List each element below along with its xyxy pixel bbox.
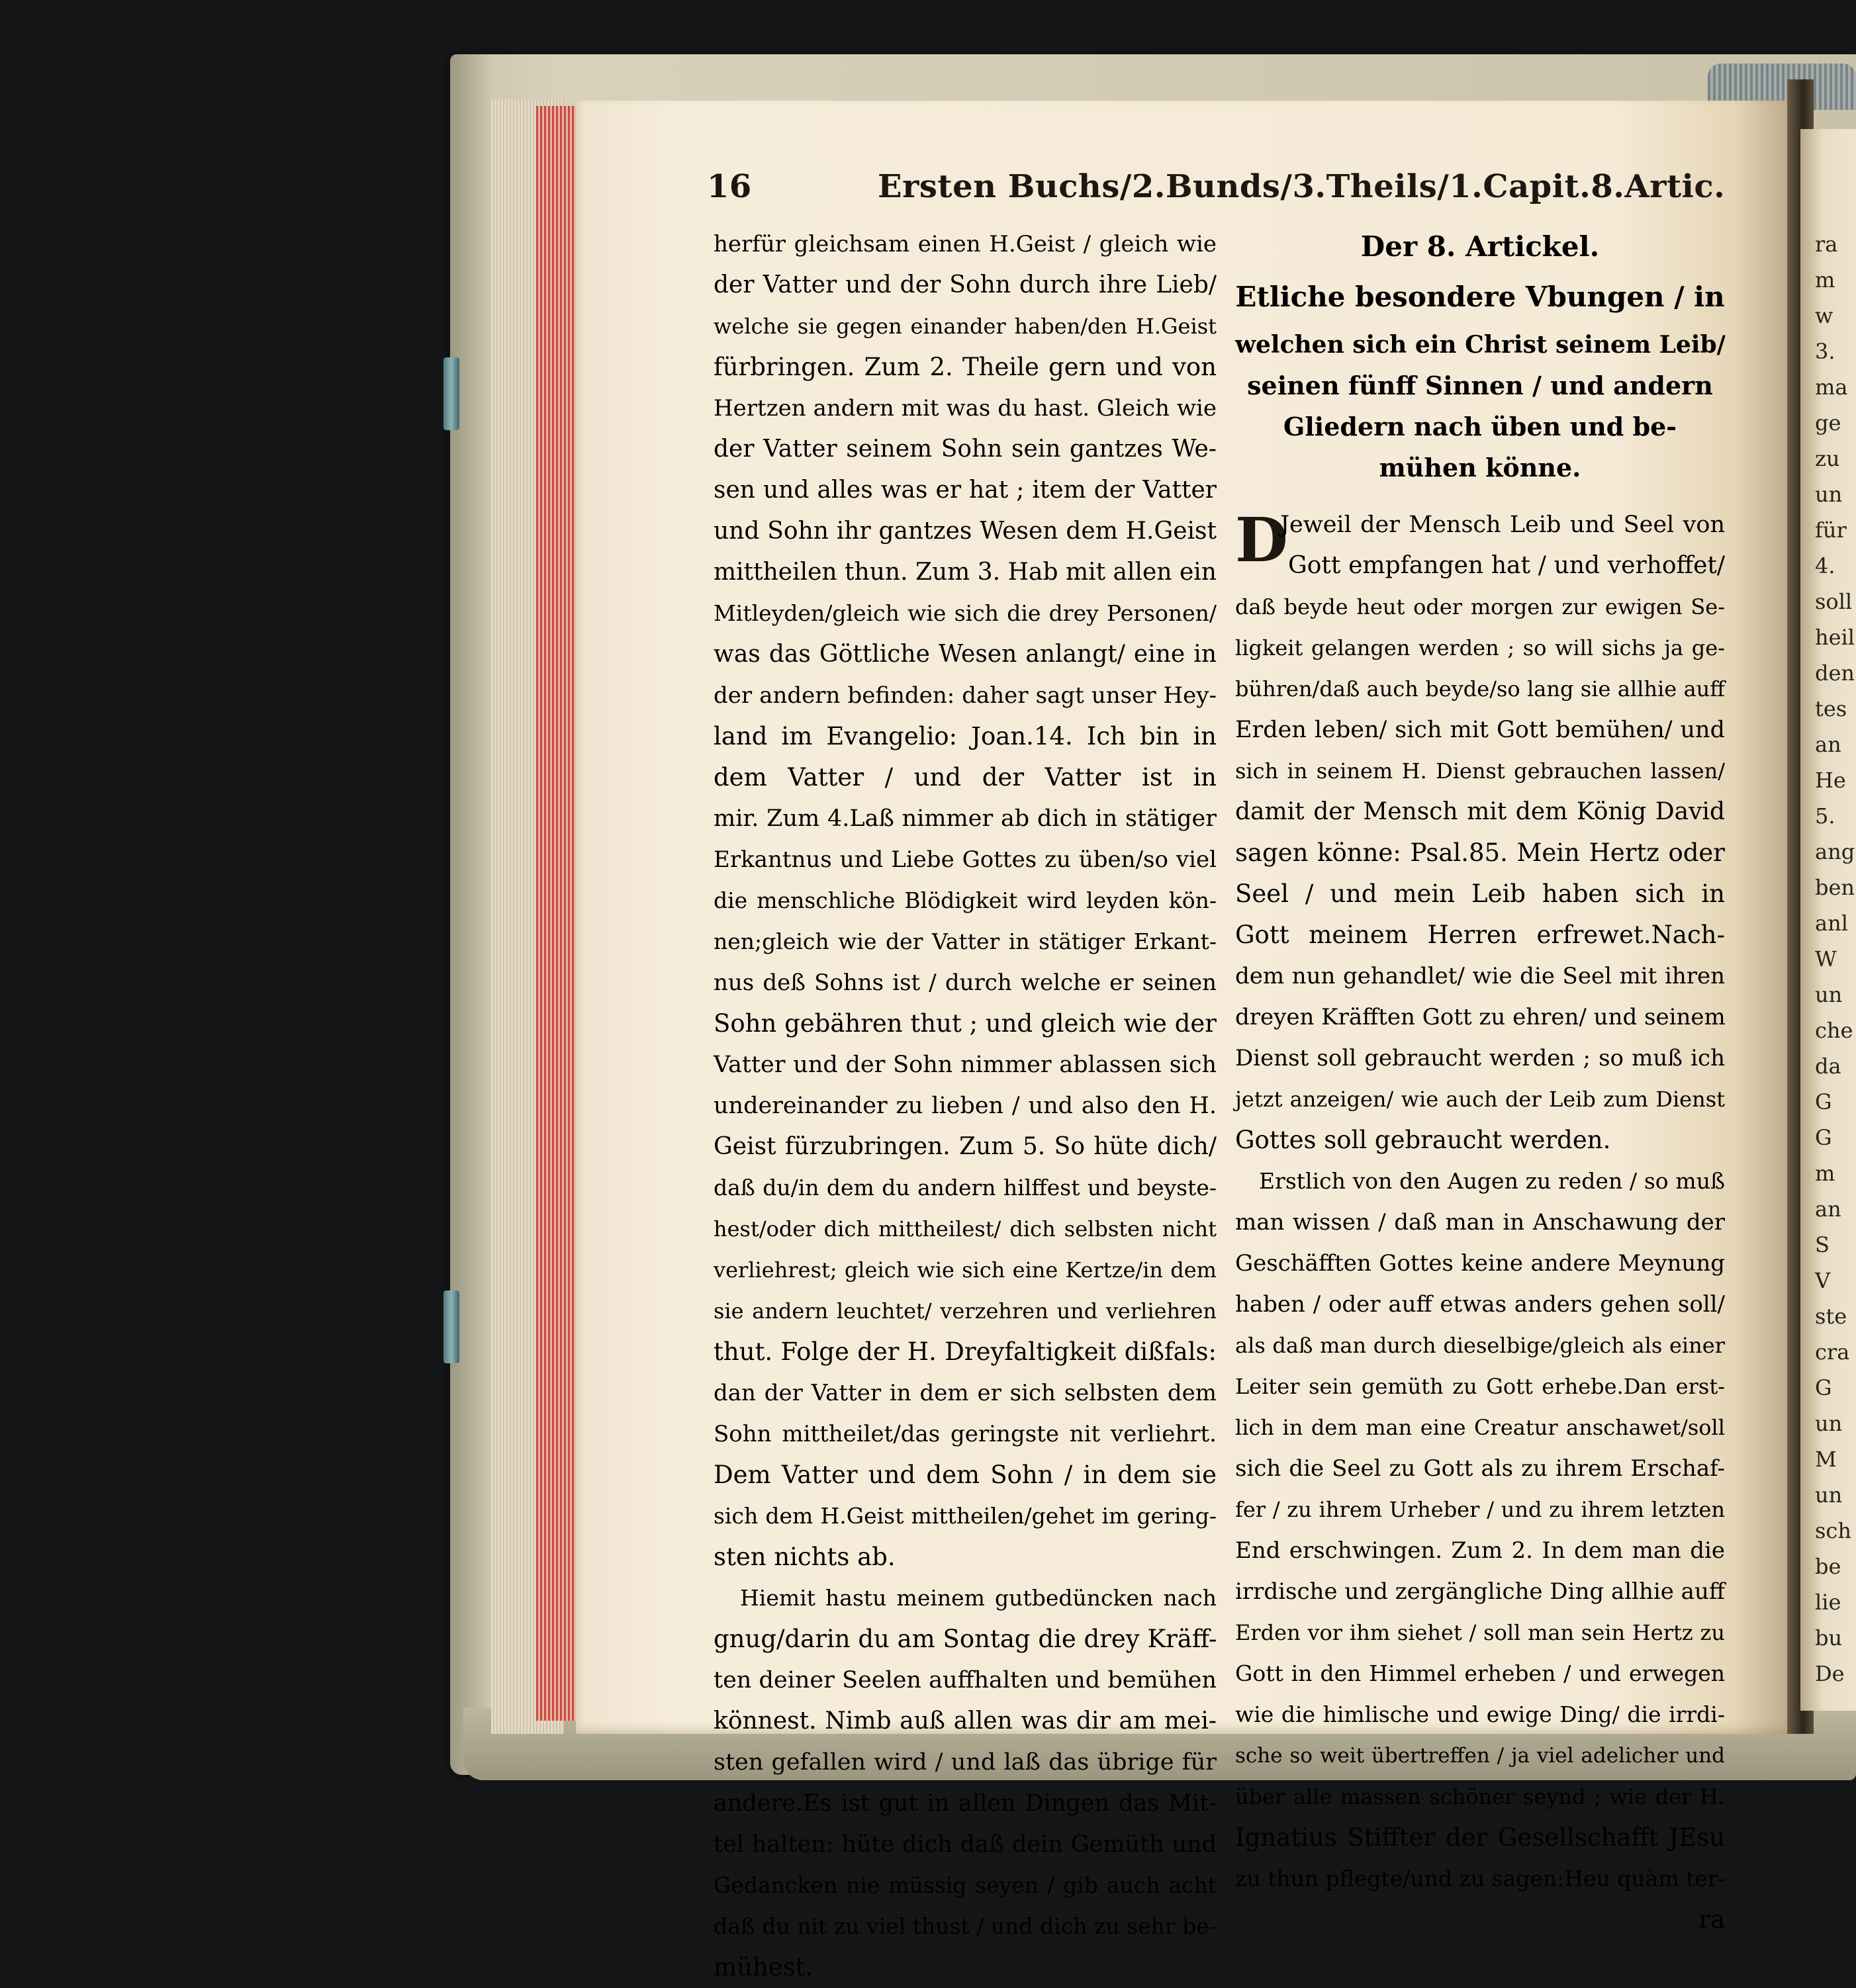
text-line: Seel / und mein Leib haben sich in (1235, 880, 1725, 908)
text-line: daß du/in dem du andern hilffest und beyste- (714, 1175, 1217, 1200)
text-line: jetzt anzeigen/ wie auch der Leib zum Dienst (1235, 1087, 1725, 1112)
facing-page-fragment: G (1815, 1089, 1832, 1114)
text-line: Gottes soll gebraucht werden. (1235, 1126, 1611, 1154)
text-line: über alle massen schöner seynd ; wie der H. (1235, 1784, 1725, 1809)
text-line: andere.Es ist gut in allen Dingen das Mit- (714, 1790, 1217, 1817)
facing-page-fragment: De (1815, 1661, 1845, 1686)
text-line: Mitleyden/gleich wie sich die drey Personen/ (714, 600, 1217, 626)
heading-line: Etliche besondere Vbungen / in (1235, 281, 1725, 313)
text-line: Ignatius Stiffter der Gesellschafft JEsu (1235, 1823, 1725, 1852)
text-line: sie andern leuchtet/ verzehren und verliehren (714, 1298, 1217, 1324)
facing-page-fragment: m (1815, 267, 1835, 293)
text-line: haben / oder auff etwas anders gehen soll/ (1235, 1291, 1725, 1318)
facing-page-fragment: an (1815, 1197, 1841, 1222)
text-line: der andern befinden: daher sagt unser Hey- (714, 682, 1217, 709)
text-line: zu thun pflegte/und zu sagen:Heu quàm ter- (1235, 1866, 1726, 1891)
text-line: ligkeit gelangen werden ; so will sichs ja ge- (1235, 635, 1725, 660)
text-line: Erden vor ihm siehet / soll man sein Hertz zu (1235, 1620, 1725, 1645)
heading-line: mühen könne. (1379, 453, 1581, 482)
text-line: sen und alles was er hat ; item der Vatter (714, 476, 1217, 504)
facing-page-fragment: soll (1815, 589, 1853, 614)
text-line: Dienst soll gebraucht werden ; so muß ich (1235, 1045, 1725, 1071)
text-line: man wissen / daß man in Anschawung der (1235, 1209, 1725, 1236)
text-line: Sohn mittheilet/das geringste nit verliehrt. (714, 1421, 1217, 1447)
heading-line: seinen fünff Sinnen / und andern (1247, 371, 1713, 400)
running-head: Ersten Buchs/2.Bunds/3.Theils/1.Capit.8.Artic. (878, 168, 1726, 205)
text-line: damit der Mensch mit dem König David (1235, 798, 1725, 825)
text-line: Gedancken nie müssig seyen / gib auch acht (714, 1872, 1217, 1898)
text-line: fer / zu ihrem Urheber / und zu ihrem letzten (1235, 1497, 1725, 1522)
text-line: Erden leben/ sich mit Gott bemühen/ und (1235, 717, 1725, 743)
facing-page-fragment: zu (1815, 446, 1840, 471)
text-line: wie die himlische und ewige Ding/ die irrdi- (1235, 1701, 1725, 1727)
text-line: dem Vatter / und der Vatter ist in (714, 763, 1217, 791)
text-line: tel halten: hüte dich daß dein Gemüth und (714, 1831, 1217, 1858)
text-line: sche so weit übertreffen / ja viel adelicher und (1235, 1744, 1725, 1768)
facing-page-fragment: ang (1815, 839, 1855, 864)
text-line: verliehrest; gleich wie sich eine Kertze/in dem (714, 1257, 1217, 1283)
text-line: Gott meinem Herren erfrewet.Nach- (1235, 921, 1725, 949)
facing-page-fragment: sch (1815, 1518, 1851, 1543)
facing-page-fragment: be (1815, 1554, 1841, 1579)
facing-page-fragment: den (1815, 660, 1855, 686)
text-line: mir. Zum 4.Laß nimmer ab dich in stätiger (714, 805, 1217, 832)
text-line: Geist fürzubringen. Zum 5. So hüte dich/ (714, 1133, 1217, 1160)
text-line: land im Evangelio: Joan.14. Ich bin in (714, 722, 1217, 750)
text-line: sten gefallen wird / und laß das übrige für (714, 1749, 1217, 1776)
article-heading (1235, 270, 1725, 488)
facing-page-fragment: G (1815, 1375, 1832, 1400)
facing-page-fragment: ra (1815, 232, 1838, 257)
facing-page-fragment: anl (1815, 911, 1848, 936)
text-line: lich in dem man eine Creatur anschawet/soll (1235, 1415, 1725, 1440)
text-line: welche sie gegen einander haben/den H.Geist (714, 314, 1217, 339)
facing-page-fragment: heil (1815, 625, 1855, 650)
text-line: sich die Seel zu Gott als zu ihrem Erschaf- (1235, 1455, 1725, 1482)
facing-page-fragment: W (1815, 946, 1837, 971)
text-line: könnest. Nimb auß allen was dir am mei- (714, 1707, 1217, 1735)
red-page-edge (536, 106, 576, 1721)
text-line: hest/oder dich mittheilest/ dich selbsten nicht (714, 1216, 1217, 1242)
facing-page-fragment: für (1815, 518, 1847, 543)
heading-line: welchen sich ein Christ seinem Leib/ (1235, 331, 1726, 359)
text-line: Jeweil der Mensch Leib und Seel von (1280, 512, 1725, 538)
facing-page-fragment: lie (1815, 1590, 1841, 1615)
text-line: Gott empfangen hat / und verhoffet/ (1288, 552, 1725, 579)
heading-spacer (1235, 488, 1725, 504)
text-line: nus deß Sohns ist / durch welche er seinen (714, 970, 1217, 996)
text-line: Gott in den Himmel erheben / und erwegen (1235, 1660, 1725, 1686)
text-line: dreyen Kräfften Gott zu ehren/ und seinem (1235, 1004, 1726, 1030)
text-line: ten deiner Seelen auffhalten und bemühen (714, 1667, 1217, 1694)
facing-page-fragment: da (1815, 1054, 1841, 1079)
facing-page-fragment: un (1815, 1411, 1843, 1436)
text-line: daß du nit zu viel thust / und dich zu sehr be- (714, 1913, 1217, 1939)
facing-page-fragment: m (1815, 1161, 1835, 1186)
text-line: irrdische und zergängliche Ding allhie auff (1235, 1578, 1725, 1605)
text-line: dan der Vatter in dem er sich selbsten dem (714, 1380, 1217, 1406)
text-line: mittheilen thun. Zum 3. Hab mit allen ein (714, 559, 1217, 586)
facing-page-fragment: an (1815, 732, 1841, 757)
facing-page-fragment: cra (1815, 1339, 1850, 1365)
text-line: End erschwingen. Zum 2. In dem man die (1235, 1537, 1725, 1564)
text-line: dem nun gehandlet/ wie die Seel mit ihren (1235, 963, 1725, 989)
facing-page-fragment: tes (1815, 696, 1847, 721)
facing-page-fragment: G (1815, 1125, 1832, 1150)
facing-page-fragment: M (1815, 1447, 1837, 1472)
text-line: Hertzen andern mit was du hast. Gleich wie (714, 395, 1217, 422)
right-text-column (1235, 224, 1725, 1940)
facing-page-fragment: ben (1815, 875, 1855, 900)
facing-page-fragment: He (1815, 768, 1846, 793)
facing-page-fragment: 3. (1815, 339, 1835, 364)
text-line: Leiter sein gemüth zu Gott erhebe.Dan erst- (1235, 1374, 1725, 1399)
clasp-lower (443, 1290, 459, 1363)
right-body-lines (1235, 545, 1725, 1899)
text-line: herfür gleichsam einen H.Geist / gleich wie (714, 231, 1217, 257)
text-line: die menschliche Blödigkeit wird leyden kön- (714, 887, 1217, 913)
text-line: Vatter und der Sohn nimmer ablassen sich (714, 1052, 1217, 1078)
facing-page-fragment: w (1815, 303, 1833, 328)
facing-page-fragment: ge (1815, 410, 1841, 435)
text-line: Hiemit hastu meinem gutbedüncken nach (740, 1585, 1217, 1611)
text-line: und Sohn ihr gantzes Wesen dem H.Geist (714, 518, 1217, 545)
article-title: Der 8. Artickel. (1360, 230, 1600, 263)
text-line: daß beyde heut oder morgen zur ewigen Se- (1235, 594, 1725, 619)
text-line: sich dem H.Geist mittheilen/gehet im gering- (714, 1503, 1217, 1529)
text-line: undereinander zu lieben / und also den H. (714, 1093, 1217, 1119)
facing-page-fragment: bu (1815, 1625, 1843, 1650)
left-text-column (714, 224, 1217, 1988)
facing-page-fragment: un (1815, 982, 1843, 1007)
text-line: Geschäfften Gottes keine andere Meynung (1235, 1250, 1725, 1277)
text-line: sten nichts ab. (714, 1543, 896, 1571)
catchword: ra (1698, 1905, 1725, 1934)
facing-page-fragment: 5. (1815, 803, 1835, 829)
clasp-upper (443, 357, 459, 430)
text-line: sich in seinem H. Dienst gebrauchen lassen/ (1235, 758, 1725, 784)
text-line: Dem Vatter und dem Sohn / in dem sie (714, 1461, 1217, 1489)
facing-page-fragment: un (1815, 482, 1843, 507)
facing-page-fragment: ste (1815, 1304, 1847, 1329)
heading-line: Gliedern nach üben und be- (1283, 412, 1677, 441)
facing-page-fragment: che (1815, 1018, 1853, 1043)
text-line: als daß man durch dieselbige/gleich als einer (1235, 1333, 1725, 1358)
text-line: mühest. (714, 1953, 813, 1981)
page-number: 16 (707, 168, 752, 205)
facing-page-fragment: ma (1815, 375, 1848, 400)
text-line: sagen könne: Psal.85. Mein Hertz oder (1235, 838, 1725, 867)
text-line: Sohn gebähren thut ; und gleich wie der (714, 1009, 1217, 1038)
facing-page-fragment: S (1815, 1232, 1830, 1257)
facing-page-fragment: 4. (1815, 553, 1835, 578)
text-line: der Vatter seinem Sohn sein gantzes We- (714, 435, 1217, 463)
text-line: Erstlich von den Augen zu reden / so muß (1259, 1168, 1725, 1194)
facing-page-fragment: un (1815, 1482, 1843, 1508)
facing-page-fragment: V (1815, 1268, 1831, 1293)
text-line: fürbringen. Zum 2. Theile gern und von (714, 353, 1217, 381)
text-line: bühren/daß auch beyde/so lang sie allhie auff (1235, 676, 1725, 701)
text-line: was das Göttliche Wesen anlangt/ eine in (714, 641, 1217, 668)
text-line: der Vatter und der Sohn durch ihre Lieb/ (714, 271, 1217, 298)
text-line: gnug/darin du am Sontag die drey Kräff- (714, 1625, 1217, 1653)
text-line: thut. Folge der H. Dreyfaltigkeit dißfals: (714, 1337, 1217, 1366)
text-line: Erkantnus und Liebe Gottes zu üben/so viel (714, 846, 1217, 873)
text-line: nen;gleich wie der Vatter in stätiger Erkant- (714, 928, 1217, 954)
drop-cap: D (1235, 504, 1288, 576)
